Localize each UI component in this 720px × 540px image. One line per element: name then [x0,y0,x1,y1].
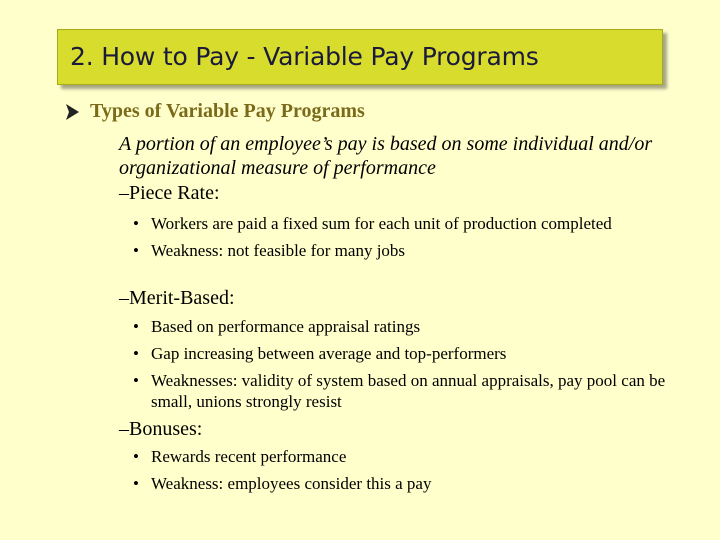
section-label-bonuses: –Bonuses: [119,418,203,440]
list-item [131,316,691,337]
slide-title: 2. How to Pay - Variable Pay Programs [70,42,539,71]
section-label-merit-based: –Merit-Based: [119,287,235,309]
heading-row [62,100,365,123]
list-item [131,240,691,261]
list-item-text: Gap increasing between average and top-performers [151,344,507,363]
arrow-right-icon [62,101,84,123]
list-item-text: Workers are paid a fixed sum for each unit of production completed [151,214,612,233]
bullet-icon: • [133,317,139,336]
section-heading: Types of Variable Pay Programs [90,100,365,122]
list-item [131,370,691,412]
list-item [131,343,691,364]
section-label-piece-rate: –Piece Rate: [119,182,220,204]
list-item-text: Based on performance appraisal ratings [151,317,421,336]
list-item-text: Weakness: not feasible for many jobs [151,241,406,260]
bullet-icon: • [133,447,139,466]
list-item-text: Rewards recent performance [151,447,347,466]
bullet-list-bonuses [131,446,691,500]
bullet-list-piece-rate [131,213,691,267]
intro-text: A portion of an employee’s pay is based on some individual and/or organizational measure of performance [119,133,653,179]
title-box [57,29,663,85]
bullet-icon: • [133,474,139,493]
list-item-text: Weaknesses: validity of system based on annual appraisals, pay pool can be small, unions strongly resist [151,371,666,411]
bullet-icon: • [133,214,139,233]
bullet-list-merit-based [131,316,691,418]
bullet-icon: • [133,241,139,260]
bullet-icon: • [133,371,139,390]
list-item [131,446,691,467]
list-item [131,213,691,234]
list-item-text: Weakness: employees consider this a pay [151,474,432,493]
list-item [131,473,691,494]
bullet-icon: • [133,344,139,363]
